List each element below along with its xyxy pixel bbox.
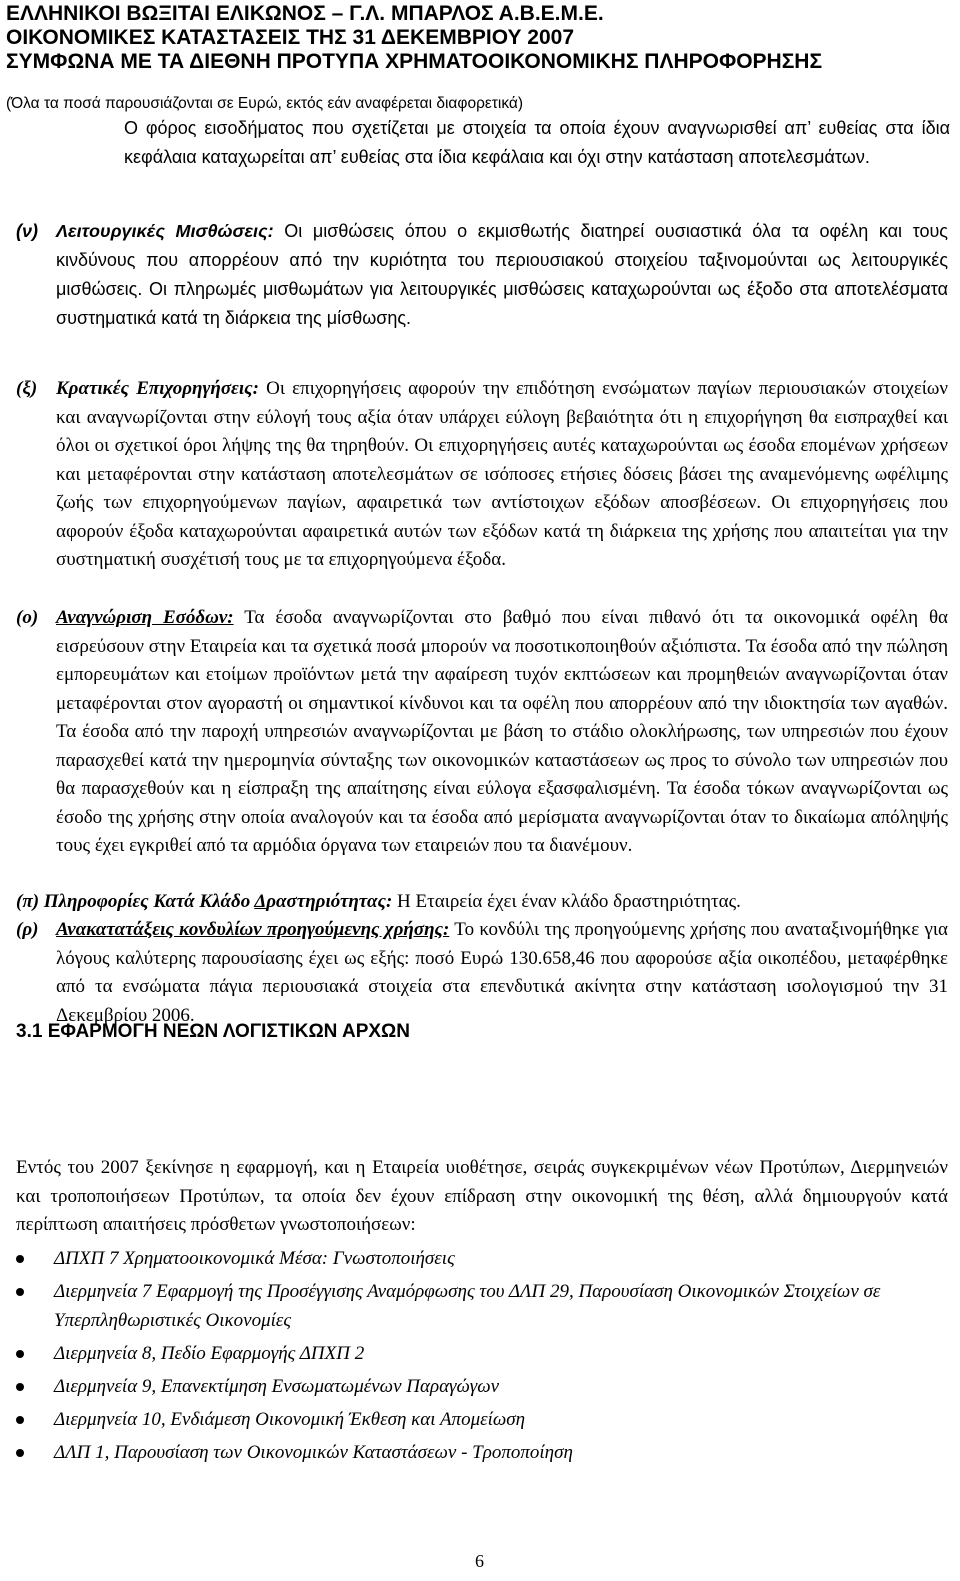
bullet-icon xyxy=(16,1255,24,1263)
header-standards: ΣΥΜΦΩΝΑ ΜΕ ΤΑ ΔΙΕΘΝΗ ΠΡΟΤΥΠΑ ΧΡΗΜΑΤΟΟΙΚΟΝΟΜΙΚΗΣ ΠΛΗΡΟΦΟΡΗΣΗΣ xyxy=(6,50,823,73)
section-leases xyxy=(16,217,948,333)
section-label: (ο) xyxy=(16,607,39,628)
section-title: Πληροφορίες Κατά Κλάδο xyxy=(43,891,255,912)
section-body xyxy=(56,916,948,1030)
list-item xyxy=(16,1406,948,1435)
section-title: Κρατικές Επιχορηγήσεις: xyxy=(56,378,259,399)
section-label: (ρ) xyxy=(16,919,39,940)
header-statements: ΟΙΚΟΝΟΜΙΚΕΣ ΚΑΤΑΣΤΑΣΕΙΣ ΤΗΣ 31 ΔΕΚΕΜΒΡΙΟΥ 2007 xyxy=(6,26,575,49)
bullet-icon xyxy=(16,1383,24,1391)
section-grants xyxy=(16,375,948,575)
list-item xyxy=(16,1373,948,1402)
section-title: Ανακατατάξεις κονδυλίων προηγούμενης χρήσης: xyxy=(56,919,450,940)
header-company: ΕΛΛΗΝΙΚΟΙ ΒΩΞΙΤΑΙ ΕΛΙΚΩΝΟΣ – Γ.Λ. ΜΠΑΡΛΟΣ Α.Β.Ε.Μ.Ε. xyxy=(6,2,604,25)
list-item-text: Διερμηνεία 8, Πεδίο Εφαρμογής ΔΠΧΠ 2 xyxy=(54,1342,365,1364)
bullet-icon xyxy=(16,1288,24,1296)
tax-paragraph: Ο φόρος εισοδήματος που σχετίζεται με στοιχεία τα οποία έχουν αναγνωρισθεί απ’ ευθείας στα ίδια κεφάλαια καταχωρείται απ’ ευθείας στα ίδια κεφάλαια και όχι στην κατάσταση αποτελεσμάτων. xyxy=(124,118,950,167)
list-item xyxy=(16,1439,948,1468)
section-body xyxy=(56,604,948,861)
currency-note: (Όλα τα ποσά παρουσιάζονται σε Ευρώ, εκτός εάν αναφέρεται διαφορετικά) xyxy=(6,95,524,112)
list-item-text: ΔΠΧΠ 7 Χρηματοοικονομικά Μέσα: Γνωστοποιήσεις xyxy=(54,1248,455,1269)
section-text: Οι επιχορηγήσεις αφορούν την επιδότηση ενσώματων παγίων περιουσιακών στοιχείων και αναγνωρίζονται στην εύλογή τους αξία όταν υπάρχει εύλογη βεβαιότητα ότι η επιχορήγηση θα εισπραχθεί και όλοι οι σχετικοί όροι λήψης της θα τηρηθούν. Οι επιχορηγήσεις αυτές καταχωρούνται ως έσοδα επομένων χρήσεων και μεταφέρονται στην κατάσταση αποτελεσμάτων σε ισόποσες ετήσιες δόσεις βάσει της αναμενόμενης ωφέλιμης ζωής των επιχορηγούμενων παγίων, αφαιρετικά των αντίστοιχων εξόδων αποσβέσεων. Οι επιχορηγήσεις που αφορούν έξοδα καταχωρούνται αφαιρετικά αυτών των εξόδων κατά τη διάρκεια της χρήσης που απαιτείται για την συστηματική συσχέτισή τους με τα επιχορηγούμενα έξοδα. xyxy=(56,378,949,570)
section-body xyxy=(56,217,948,333)
section-title: Λειτουργικές Μισθώσεις: xyxy=(56,221,274,241)
list-item xyxy=(16,1245,948,1274)
section-text: Η Εταιρεία έχει έναν κλάδο δραστηριότητας. xyxy=(392,891,741,912)
list-item-text: Διερμηνεία 10, Ενδιάμεση Οικονομική Έκθεση και Απομείωση xyxy=(54,1408,526,1430)
list-item xyxy=(16,1278,948,1335)
standards-list xyxy=(16,1245,948,1472)
section-revenue xyxy=(16,604,948,861)
page-number: 6 xyxy=(475,1551,484,1571)
section-body xyxy=(56,375,948,575)
section-reclassifications xyxy=(16,916,948,1030)
section-label: (ν) xyxy=(16,221,38,241)
list-item-text: Διερμηνεία 7 Εφαρμογή της Προσέγγισης Αναμόρφωσης του ΔΛΠ 29, Παρουσίαση Οικονομικών Στοιχείων σε Υπερπληθωριστικές Οικονομίες xyxy=(54,1281,881,1331)
list-item-text: Διερμηνεία 9, Επανεκτίμηση Ενσωματωμένων Παραγώγων xyxy=(54,1375,500,1397)
list-item xyxy=(16,1340,948,1369)
bullet-icon xyxy=(16,1350,24,1358)
section-text: Το κονδύλι της προηγούμενης χρήσης που αναταξινομήθηκε για λόγους καλύτερης παρουσίασης έχει ως εξής: ποσό Ευρώ 130.658,46 που αφορούσε αξία οικοπέδου, μεταφέρθηκε από τα ενσώματα πάγια περιουσιακά στοιχεία στα επενδυτικά ακίνητα στην κατάσταση ισολογισμού την 31 Δεκεμβρίου 2006. xyxy=(56,919,948,1026)
intro-paragraph: Εντός του 2007 ξεκίνησε η εφαρμογή, και η Εταιρεία υιοθέτησε, σειράς συγκεκριμένων νέων Προτύπων, Διερμηνειών και τροποποιήσεων Προτύπων, τα οποία δεν έχουν επίδραση στην οικονομική της θέση, αλλά δημιουργούν κατά περίπτωση απαιτήσεις πρόσθετων γνωστοποιήσεων: xyxy=(16,1157,948,1235)
section-segments xyxy=(16,888,948,917)
section-title-rest: ραστηριότητας: xyxy=(266,891,393,912)
section-label: (π) xyxy=(16,891,40,912)
section-text: Τα έσοδα αναγνωρίζονται στο βαθμό που είναι πιθανό ότι τα οικονομικά οφέλη θα εισρεύσουν στην Εταιρεία και τα σχετικά ποσά μπορούν να ποσοτικοποιηθούν αξιόπιστα. Τα έσοδα από την πώληση εμπορευμάτων και ετοίμων προϊόντων μετά την αφαίρεση τυχόν εκπτώσεων και προμηθειών αναγνωρίζονται όταν μεταφέρονται στον αγοραστή οι σημαντικοί κίνδυνοι και τα οφέλη που απορρέουν από την ιδιοκτησία των αγαθών. Τα έσοδα από την παροχή υπηρεσιών αναγνωρίζονται με βάση το στάδιο ολοκλήρωσης, των υπηρεσιών που έχουν παρασχεθεί κατά την ημερομηνία σύνταξης των οικονομικών καταστάσεων ως προς το σύνολο των υπηρεσιών που θα παρασχεθούν και η είσπραξη της απαίτησης είναι εύλογα εξασφαλισμένη. Τα έσοδα τόκων αναγνωρίζονται ως έσοδο της χρήσης στην οποία αναλογούν και τα έσοδα από μερίσματα αναγνωρίζονται όταν το δικαίωμα απόληψής τους έχει εγκριθεί από τα αρμόδια όργανα των εταιρειών που τα διανέμουν. xyxy=(56,607,948,856)
section-title-underlined-letter: Δ xyxy=(254,891,267,912)
section-title: Αναγνώριση Εσόδων: xyxy=(56,607,234,628)
section-label: (ξ) xyxy=(16,378,38,399)
bullet-icon xyxy=(16,1416,24,1424)
section-heading: 3.1 ΕΦΑΡΜΟΓΗ ΝΕΩΝ ΛΟΓΙΣΤΙΚΩΝ ΑΡΧΩΝ xyxy=(16,1021,410,1042)
section-text: Οι μισθώσεις όπου ο εκμισθωτής διατηρεί ουσιαστικά όλα τα οφέλη και τους κινδύνους που απορρέουν από την κυριότητα του περιουσιακού στοιχείου ταξινομούνται ως λειτουργικές μισθώσεις. Οι πληρωμές μισθωμάτων για λειτουργικές μισθώσεις καταχωρούνται ως έξοδο στα αποτελέσματα συστηματικά κατά τη διάρκεια της μίσθωσης. xyxy=(56,221,948,328)
bullet-icon xyxy=(16,1449,24,1457)
list-item-text: ΔΛΠ 1, Παρουσίαση των Οικονομικών Καταστάσεων - Τροποποίηση xyxy=(54,1441,573,1463)
